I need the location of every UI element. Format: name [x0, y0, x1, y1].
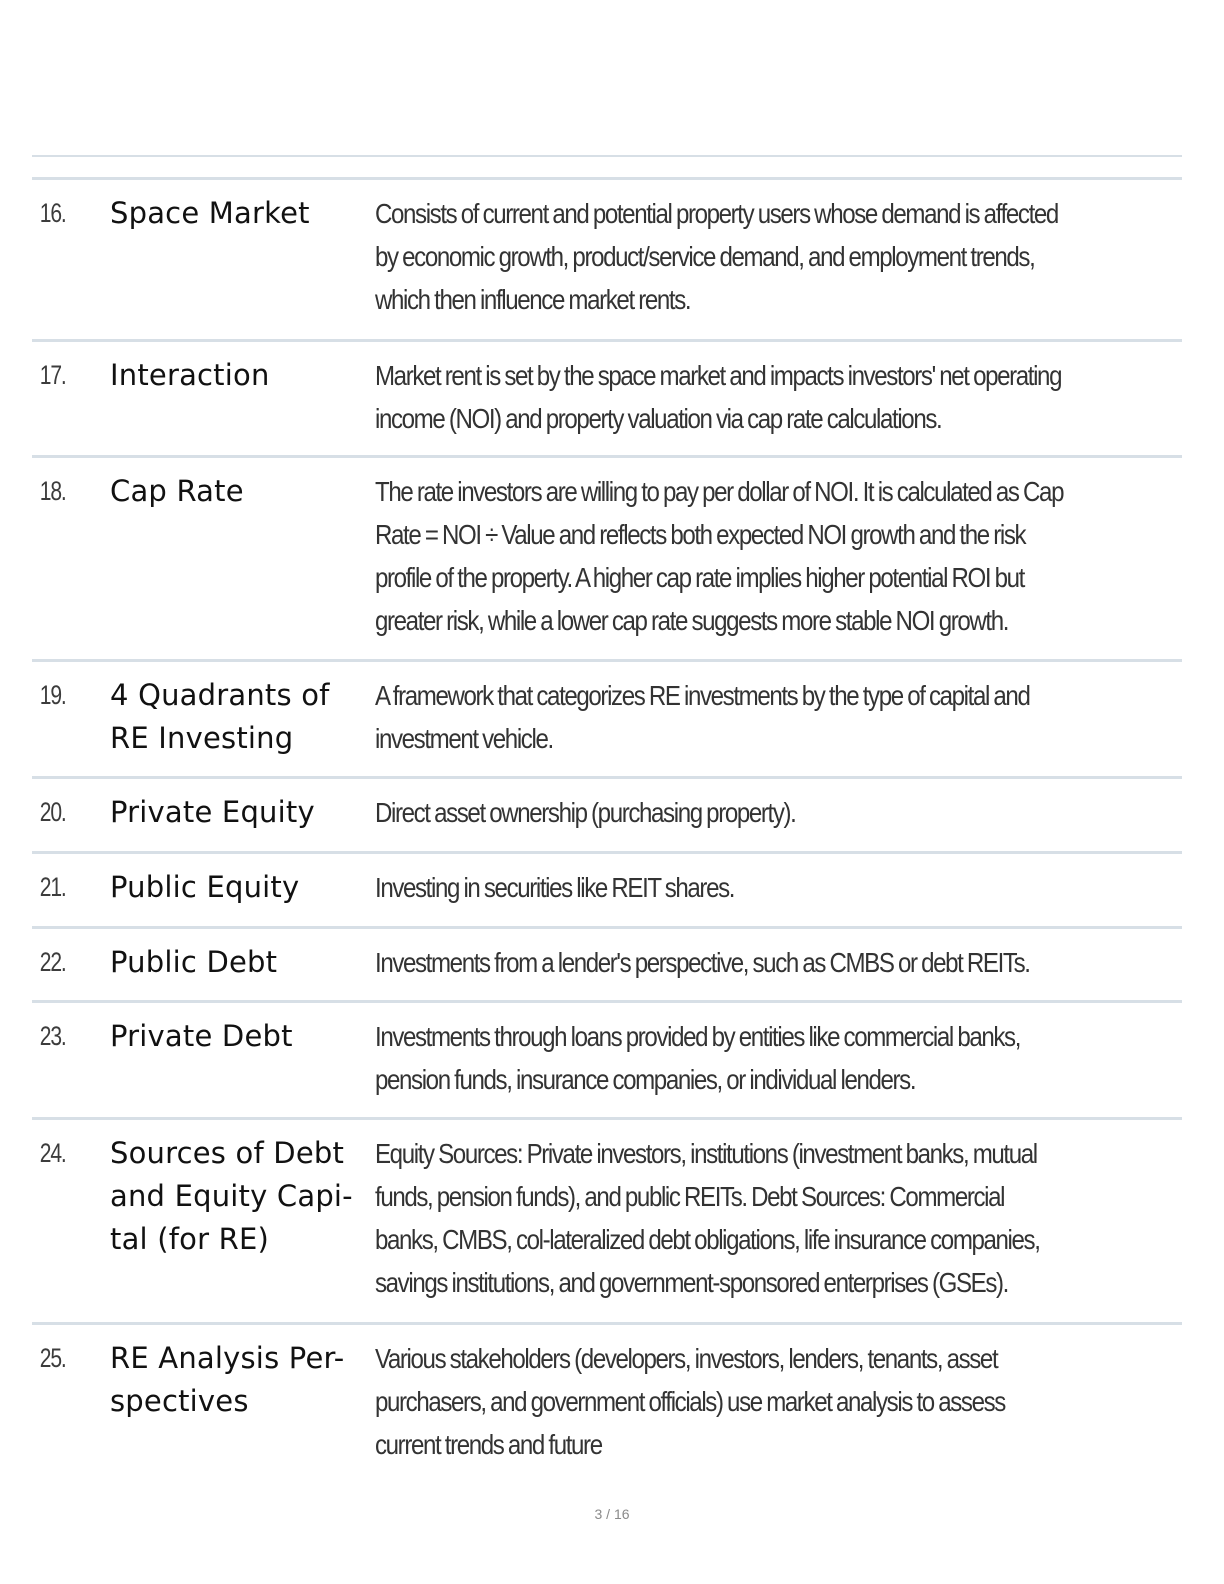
glossary-row: [32, 662, 1182, 779]
entry-term: Private Debt: [110, 1019, 293, 1053]
entry-term: Public Equity: [110, 870, 300, 904]
entry-term: Cap Rate: [110, 474, 244, 508]
glossary-row: [32, 929, 1182, 1003]
entry-term: 4 Quadrants of RE Investing: [110, 678, 330, 755]
glossary-table: [32, 177, 1182, 1460]
entry-term: Sources of Debt and Equity Capi-tal (for RE): [110, 1136, 353, 1256]
entry-number: 23.: [39, 1021, 66, 1051]
entry-definition: Various stakeholders (developers, investors, lenders, tenants, asset purchasers, and government officials) use market analysis to assess current trends and future: [375, 1343, 1005, 1460]
entry-number: 18.: [39, 476, 66, 506]
glossary-row: [32, 342, 1182, 458]
top-divider: [32, 155, 1182, 157]
entry-term: Interaction: [110, 358, 270, 392]
entry-number: 21.: [39, 872, 66, 902]
entry-number: 22.: [39, 947, 66, 977]
glossary-row: [32, 1325, 1182, 1460]
entry-number: 20.: [39, 797, 66, 827]
entry-definition: Direct asset ownership (purchasing property).: [375, 797, 796, 828]
entry-definition: A framework that categorizes RE investments by the type of capital and investment vehicle.: [375, 680, 1030, 754]
glossary-row: [32, 779, 1182, 854]
entry-term: Public Debt: [110, 945, 278, 979]
entry-definition: Investing in securities like REIT shares.: [375, 872, 735, 903]
entry-number: 17.: [39, 360, 66, 390]
entry-definition: The rate investors are willing to pay per dollar of NOI. It is calculated as Cap Rate = NOI ÷ Value and reflects both expected NOI growth and the risk profile of the property. A higher cap rate implies higher potential ROI but greater risk, while a lower cap rate suggests more stable NOI growth.: [375, 476, 1064, 636]
entry-definition: Consists of current and potential property users whose demand is affected by economic growth, product/service demand, and employment trends, which then influence market rents.: [375, 198, 1058, 315]
entry-term: RE Analysis Per-spectives: [110, 1341, 345, 1418]
glossary-row: [32, 458, 1182, 662]
glossary-row: [32, 1003, 1182, 1120]
entry-definition: Investments through loans provided by entities like commercial banks, pension funds, insurance companies, or individual lenders.: [375, 1021, 1021, 1095]
entry-term: Space Market: [110, 196, 310, 230]
entry-number: 24.: [39, 1138, 66, 1168]
glossary-row: [32, 180, 1182, 342]
entry-definition: Equity Sources: Private investors, institutions (investment banks, mutual funds, pension funds), and public REITs. Debt Sources: Commercial banks, CMBS, col-lateralized debt obligations, life insurance companies, savings institutions, and government-sponsored enterprises (GSEs).: [375, 1138, 1040, 1298]
page-number: 3 / 16: [594, 1506, 630, 1522]
entry-definition: Investments from a lender's perspective, such as CMBS or debt REITs.: [375, 947, 1030, 978]
glossary-row: [32, 1120, 1182, 1325]
entry-term: Private Equity: [110, 795, 315, 829]
entry-number: 25.: [39, 1343, 66, 1373]
entry-number: 16.: [39, 198, 66, 228]
entry-number: 19.: [39, 680, 66, 710]
entry-definition: Market rent is set by the space market and impacts investors' net operating income (NOI) and property valuation via cap rate calculations.: [375, 360, 1062, 434]
glossary-row: [32, 854, 1182, 929]
